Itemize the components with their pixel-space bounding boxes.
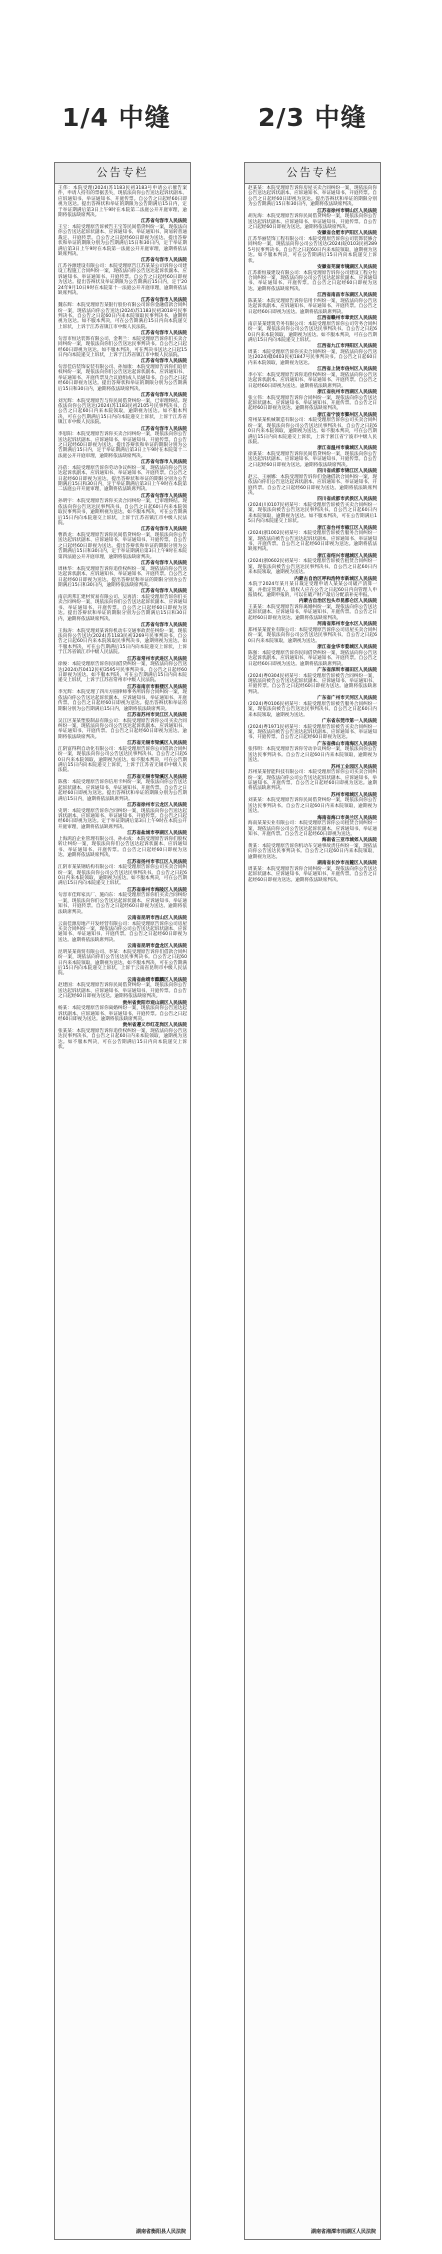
notice-court: 江苏省徐州市铜山区人民法院 <box>317 208 377 214</box>
notice-item <box>58 916 187 943</box>
notice-list <box>245 184 380 883</box>
notice-text: (2024)粤0304民初某号：本院受理原告诉被告合同纠纷一案，现依法向被告公告送达起诉状副本、应诉通知书、举证通知书、开庭传票。自公告之日起经60日即视为送达。逾期将依法缺席判决。 <box>248 673 377 695</box>
notice-item <box>248 231 377 264</box>
notice-text: 江苏华丽装饰工程有限公司：本院受理原告诉你公司装饰装修合同纠纷一案，现依法向你公司公告送达(2024)皖0103民初2895号民事判决书。自公告之日起60日内来本院领取，逾期视为送达。如不服本判决，可在公告期满后15日内向本院递交上诉状。 <box>248 237 377 264</box>
notice-column-right <box>244 162 381 2240</box>
notice-court: 江西省赣州市章贡区人民法院 <box>317 316 377 322</box>
notice-text: 魏东辉：本院受理原告某银行股份有限公司诉你金融借款合同纠纷一案，现依法向你公告送达(2024)苏1183民初3018号民事判决书。自公告之日起60日内来本院领取民事判决书，逾期则视为送达。如不服本判决，可在公告期满后15日内向本院递交上诉状，上诉于江苏省镇江市中级人民法院。 <box>58 303 187 330</box>
notice-text: 曹新龙：本院受理原告诉你民间借贷纠纷一案，现依法向你公告送达起诉状副本、应诉通知书、举证通知书、开庭传票。自公告之日起经60日即视为送达。提出答辩状和举证的期限分别为公告期满后15日和30日内，定于举证期满后第3日上午9时在本院第四法庭公开开庭审理，逾期将依法缺席判决。 <box>58 533 187 560</box>
notice-court: 江苏省苏州市吴江区人民法院 <box>127 713 187 718</box>
notice-court: 贵州省遵义市红花岗区人民法院 <box>122 1023 187 1029</box>
notice-item <box>58 460 187 493</box>
notice-court: 江苏省句容市人民法院 <box>141 219 187 225</box>
notice-court: 内蒙古自治区包头市昆都仑区人民法院 <box>298 599 377 605</box>
notice-court: 内蒙古自治区呼和浩特市新城区人民法院 <box>294 576 377 582</box>
notice-item <box>248 668 377 695</box>
notice-text: 江苏谷源建设有限公司：本院受理原告江苏某某公司诉你公司建设工程施工合同纠纷一案，现依法向你公告送达起诉状副本、应诉通知书、举证通知书、开庭传票。自公告之日起经60日即视为送达。提出答辩状及举证期限为公告期满后15日内，定于2024年9月10日9时在本院第十一法庭公开开庭审理，逾期将依法缺席判决。 <box>58 264 187 297</box>
notice-court: 江苏省南京市鼓楼区人民法院 <box>127 684 187 690</box>
notice-item <box>248 367 377 389</box>
notice-text: 黄某：本院受理原告诉你机动车交通事故责任纠纷一案，现依法向你公告送达民事判决书。自公告之日起60日内来本院领取，逾期视为送达。 <box>248 844 377 860</box>
notice-text: 上海鸿泊企业管理有限公司、孙永成：本院受理原告诉你们股权转让纠纷一案，现依法向你们公告送达起诉状副本、应诉通知书、举证通知书、开庭传票。自公告之日起经60日即视为送达。逾期将依法缺席判决。 <box>58 836 187 859</box>
notice-text: 胡先海：本院受理原告诉你民间借贷纠纷一案，现依法向你公告送达起诉状副本、应诉通知书、举证通知书、开庭传票。自公告之日起经60日即视为送达。逾期将依法缺席判决。 <box>248 214 377 231</box>
notice-text: 昆明某某商贸有限公司、李某：本院受理原告诉你们借款合同纠纷一案，现依法向你们公告送达民事判决书。自公告之日起60日内来本院领取，逾期视为送达。如不服本判决，可在公告期满后15日内向本院递交上诉状，上诉于云南省昆明市中级人民法院。 <box>58 949 187 977</box>
notice-court: 江苏省徐州市云龙区人民法院 <box>127 803 187 809</box>
notice-court: 江苏省句容市人民法院 <box>141 527 187 533</box>
notice-item <box>58 860 187 887</box>
notice-item <box>58 527 187 560</box>
notice-text: 赵建国：本院受理原告诉你民间借贷纠纷一案，现依法向你公告送达起诉状副本、应诉通知书、举证通知书、开庭传票。自公告之日起经60日即视为送达。逾期将依法缺席判决。 <box>58 983 187 1000</box>
notice-item <box>58 775 187 802</box>
notice-text: (2024)浙1002民初某号：本院受理原告诉被告服务合同纠纷一案，现依法向被告公告送达起诉状副本、应诉通知书、举证通知书、开庭传票。自公告之日起经60日即视为送达。逾期将依法缺席判决。 <box>248 531 377 553</box>
notice-item <box>248 719 377 741</box>
notice-text: (2024)粤1971民初某号：本院受理原告诉被告买卖合同纠纷一案，现依法向被告公告送达起诉状副本、应诉通知书、举证通知书、开庭传票。自公告之日起经60日即视为送达。 <box>248 724 377 741</box>
notice-court: 江苏省扬州市邗江区人民法院 <box>127 859 187 865</box>
notice-item <box>248 293 377 315</box>
notice-text: (2024)浙0602民初某号：本院受理原告诉被告租赁合同纠纷一案，现依法向被告公告送达民事判决书。自公告之日起60日内来本院领取，逾期视为送达。 <box>248 559 377 576</box>
notice-item <box>58 589 187 622</box>
notice-text: 陈燕：本院受理原告诉你信用卡纠纷一案，现依法向你公告送达起诉状副本、应诉通知书、举证通知书、开庭传票。自公告之日起经60日即视为送达。提出答辩状和举证的期限分别为公告期满后15日内，逾期将依法缺席判决。 <box>58 780 187 802</box>
notice-text: 徐俊：本院受理原告诉你民间借贷纠纷一案，现依法向你公告送达(2024)苏0412民初3595号民事判决书。自公告之日起经60日即视为送达。如不服本判决，可在公告期满后15日内向本院递交上诉状，上诉于江苏省常州市中级人民法院。 <box>58 662 187 684</box>
notice-item <box>248 497 377 524</box>
notice-item <box>58 258 187 296</box>
notice-text: 杨某：本院受理原告诉你离婚纠纷一案，现依法向你公告送达起诉状副本、应诉通知书、举证通知书、开庭传票。自公告之日起经60日即视为送达。逾期将依法缺席判决。 <box>58 1006 187 1022</box>
notice-text: 陈强：本院受理原告诉你民间借贷纠纷一案，现依法向你公告送达起诉状副本、应诉通知书、举证通知书、开庭传票。自公告之日起经60日即视为送达。逾期将依法缺席判决。 <box>248 650 377 667</box>
notice-court: 浙江省温州市鹿城区人民法院 <box>317 446 377 452</box>
notice-text: 周某某：本院受理原告诉你合同纠纷一案，现依法向你公告送达起诉状副本、应诉通知书、举证通知书、开庭传票。自公告之日起经60日即视为送达。逾期将依法缺席判决。 <box>248 866 377 883</box>
notice-item <box>58 657 187 684</box>
notice-text: 吴江区某某塑胶制品有限公司：本院受理原告诉你公司买卖合同纠纷一案，现依法向你公司公告送达起诉状副本、应诉通知书、举证通知书、开庭传票。自公告之日起经60日即视为送达。逾期将依法缺席判决。 <box>58 718 187 740</box>
notice-item <box>58 494 187 527</box>
notice-court: 江西省九江市浔阳区人民法院 <box>317 344 377 350</box>
notice-item <box>248 838 377 860</box>
notice-item <box>248 413 377 446</box>
notice-text: 句容市恒达装饰有限公司、金利兰：本院受理原告诉你们买卖合同纠纷一案，现依法向你们公告送达民事判决书。自公告之日起经60日即视为送达。如不服本判决，可在判决书送达之日起15日内向本院递交上诉状，上诉于江苏省镇江市中级人民法院。 <box>58 336 187 358</box>
notice-text: 张立伟：本院受理原告诉你合同纠纷一案，现依法向你公告送达起诉状副本、应诉通知书、举证通知书、开庭传票。自公告之日起经60日即视为送达。逾期将依法缺席判决。 <box>248 395 377 412</box>
notice-court: 江苏省盐城市亭湖区人民法院 <box>127 831 187 837</box>
notice-item <box>248 526 377 553</box>
notice-text: 周林华：本院受理原告诉你追偿权纠纷一案，现依法向你公告送达起诉状副本、应诉通知书、举证通知书、开庭传票。自公告之日起经60日即视为送达。提出答辩状和举证的期限分别为公告期满后15日和30日内，逾期将依法缺席判决。 <box>58 566 187 588</box>
notice-court: 浙江省台州市椒江区人民法院 <box>317 525 377 531</box>
notice-court: 湖南省长沙市岳麓区人民法院 <box>317 861 377 867</box>
notice-text: 刘光辉：本院受理原告与你民间借贷纠纷一案，已审理终结。现依法向你公告送达(2024)苏1183民初2105号民事判决书。自公告之日起60日内来本院领取，逾期视为送达。如不服本判决，可在公告期满后15日内向本院递交上诉状，上诉于江苏省镇江市中级人民法院。 <box>58 398 187 426</box>
notice-item <box>248 446 377 468</box>
notice-text: 刘某某：本院受理原告诉你民间借贷纠纷一案，现依法向你公告送达民事判决书。自公告之日起60日内来本院领取，逾期视为送达。 <box>248 798 377 815</box>
notice-text: 江苏新恒晟建设有限公司：本院受理原告诉你公司建设工程分包合同纠纷一案，现依法向你公司公告送达起诉状副本、应诉通知书、举证通知书、开庭传票。自公告之日起经60日即视为送达。逾期将依法缺席判决。 <box>248 270 377 292</box>
notice-item <box>58 359 187 392</box>
notice-item <box>248 816 377 838</box>
notice-text: 孙明宇：本院受理原告诉你买卖合同纠纷一案，已审理终结。现依法向你公告送达民事判决书。自公告之日起60日内来本院领取民事判决书，逾期则视为送达。如不服本判决，可在公告期满后15日内向本院递交上诉状，上诉于江苏省镇江市中级人民法院。 <box>58 499 187 527</box>
notice-item <box>248 344 377 366</box>
column-footer-court: 湖南省湘潭市雨湖区人民法院 <box>310 2229 376 2235</box>
notice-item <box>248 765 377 792</box>
notice-item <box>248 861 377 883</box>
column-title: 公告专栏 <box>55 163 190 184</box>
notice-item <box>58 186 187 218</box>
notice-court: 江苏省句容市人民法院 <box>141 331 187 337</box>
notice-court: 广东省东莞市第一人民法院 <box>321 718 377 724</box>
notice-item <box>248 265 377 292</box>
notice-court: 江苏省句容市人民法院 <box>141 493 187 499</box>
notice-item <box>58 219 187 257</box>
notice-text: 苏州某某智能科技有限公司：本院受理原告诉你公司买卖合同纠纷一案，现依法向你公司公告送达起诉状副本、应诉通知书、举证通知书、开庭传票。自公告之日起经60日即视为送达。逾期将依法缺席判决。 <box>248 770 377 792</box>
notice-text: 句容佳信装饰安装有限公司、孙加康：本院受理原告诉你们追偿权纠纷一案，现依法向你们公告送达起诉状副本、应诉通知书、举证通知书、开庭传票及合议庭组成人员通知书。自公告之日起经60日即视为送达。提出答辩状和举证的期限分别为公告期满后15日和30日内，逾期将依法缺席判决。 <box>58 364 187 392</box>
notice-item <box>58 427 187 460</box>
notice-item <box>58 393 187 426</box>
notice-court: 云南省昆明市盘龙区人民法院 <box>127 944 187 950</box>
notice-item <box>58 803 187 830</box>
notice-item <box>58 1023 187 1050</box>
notice-court: 浙江省金华市婺城区人民法院 <box>317 645 377 651</box>
notice-court: 云南省昆明市西山区人民法院 <box>127 915 187 921</box>
notice-court: 江苏省句容市人民法院 <box>141 426 187 432</box>
notice-text: 郑州某某置业有限公司：本院受理原告诉你公司房屋买卖合同纠纷一案，现依法向你公司公告送达民事判决书。自公告之日起60日内来本院领取，逾期视为送达。 <box>248 627 377 644</box>
notice-court: 浙江省绍兴市越城区人民法院 <box>317 553 377 559</box>
notice-list <box>55 184 190 1051</box>
notice-text: 本院于2024年某月某日裁定受理申请人某某公司破产清算一案，并指定管理人。债权人应在公告之日起60日内向管理人申报债权。逾期申报的，可以在破产财产最后分配前补充申报。 <box>248 582 377 599</box>
notice-court: 江苏省常州市武进区人民法院 <box>127 656 187 662</box>
notice-item <box>248 316 377 343</box>
notice-item <box>248 186 377 208</box>
notice-text: 海南某某实业有限公司：本院受理原告诉你公司租赁合同纠纷一案，现依法向你公司公告送达起诉状副本、应诉通知书、举证通知书、开庭传票。自公告之日起经60日即视为送达。 <box>248 821 377 837</box>
notice-text: 史明：本院受理原告诉你合同纠纷一案，现依法向你公告送达起诉状副本、应诉通知书、举证通知书、开庭传票。自公告之日起经60日即视为送达。定于举证期满后第3日上午9时在本院公开开庭审理，逾期将依法缺席判决。 <box>58 808 187 830</box>
notice-court: 江苏省泰州市海陵区人民法院 <box>127 887 187 893</box>
notice-item <box>58 978 187 1000</box>
notice-text: 赵云、王丽娜：本院受理原告诉你们金融借款合同纠纷一案，现依法向你们公告送达起诉状副本、应诉通知书、举证通知书、开庭传票。自公告之日起经60日即视为送达。逾期将依法缺席判决。 <box>248 474 377 496</box>
notice-court: 河南省郑州市金水区人民法院 <box>317 622 377 628</box>
notice-text: 常州某某机械制造有限公司：本院受理原告诉你公司买卖合同纠纷一案，现依法向你公司公告送达民事判决书。自公告之日起60日内来本院领取，逾期视为送达。如不服本判决，可在公告期满后15日内向本院递交上诉状，上诉于浙江省宁波市中级人民法院。 <box>248 418 377 445</box>
notice-court: 江苏省句容市人民法院 <box>141 460 187 466</box>
notice-court: 江苏省句容市人民法院 <box>141 258 187 264</box>
notice-court: 江苏省句容市人民法院 <box>141 622 187 628</box>
notice-court: 江苏省句容市人民法院 <box>141 589 187 595</box>
notice-court: 苏州工业园区人民法院 <box>331 764 377 770</box>
notice-court: 云南省曲靖市麒麟区人民法院 <box>127 977 187 983</box>
notice-text: 江阴市某某钢结构有限公司：本院受理原告诉你公司买卖合同纠纷一案，现依法向你公司公告送达民事判决书。自公告之日起60日内来本院领取，逾期视为送达。如不服本判决，可在公告期满后15日内向本院递交上诉状。 <box>58 865 187 887</box>
notice-court: 安徽省合肥市庐阳区人民法院 <box>317 231 377 237</box>
notice-text: 周某：本院受理原告诉你买卖合同纠纷一案，现依法向你公告送达(2024)赣0403民初1847号民事判决书。自公告之日起60日内来本院领取，逾期视为送达。 <box>248 349 377 366</box>
notice-court: 江西省南昌市东湖区人民法院 <box>317 293 377 299</box>
notice-text: 王某某：本院受理原告诉你离婚纠纷一案，现依法向你公告送达起诉状副本、应诉通知书、举证通知书、开庭传票。自公告之日起经60日即视为送达。逾期将依法缺席判决。 <box>248 605 377 621</box>
column-footer-court: 湖南省衡阳县人民法院 <box>135 2229 186 2235</box>
notice-text: 南京某某建筑劳务有限公司：本院受理原告诉你公司劳务合同纠纷一案，现依法向你公司公告送达民事判决书。自公告之日起60日内来本院领取，逾期视为送达。如不服本判决，可在公告期满后15日内向本院递交上诉状。 <box>248 321 377 343</box>
notice-item <box>58 623 187 656</box>
notice-text: 王伟：本院受理(2024)苏1183民初3183号申请公示催告案件，申请人持有的票据丢失，现依法向你公告送达起诉状副本、应诉通知书、举证通知书、开庭传票。自公告之日起经60日即视为送达。提出答辩状和举证的期限为公告期满后15日内，定于举证期满后第3日上午9时在本院第二法庭公开开庭审理，逾期将依法缺席判决。 <box>58 186 187 219</box>
notice-item <box>248 622 377 644</box>
notice-court: 江苏省句容市人民法院 <box>141 297 187 303</box>
notice-text: 徐某某：本院受理原告诉你民间借贷纠纷一案，现依法向你公告送达起诉状副本、应诉通知书、举证通知书、开庭传票。自公告之日起经60日即视为送达。逾期将依法缺席判决。 <box>248 451 377 468</box>
notice-text: (2024)川0107民初某号：本院受理原告诉被告买卖合同纠纷一案，现依法向被告公告送达民事判决书。自公告之日起60日内来本院领取，逾期视为送达。如不服本判决，可在公告期满后15日内向本院递交上诉状。 <box>248 503 377 525</box>
notice-item <box>248 696 377 718</box>
column-title: 公告专栏 <box>245 163 380 184</box>
notice-text: 江阴富得利自动化有限公司：本院受理原告诉你公司借款合同纠纷一案，现依法向你公司公告送达民事判决书。自公告之日起60日内来本院领取，逾期视为送达。如不服本判决，可在公告期满后15日内向本院递交上诉状，上诉于江苏省无锡市中级人民法院。 <box>58 746 187 774</box>
notice-item <box>248 469 377 496</box>
notice-text: 南京鸿邦汇建材贸易有限公司、吴再清：本院受理原告诉你们买卖合同纠纷一案，现依法向你们公告送达起诉状副本、应诉通知书、举证通知书、开庭传票。自公告之日起经60日即视为送达。提出答辩状和举证的期限分别为公告期满后15日和30日内，逾期将依法缺席判决。 <box>58 594 187 622</box>
notice-text: 赵某某：本院受理原告诉你房屋买卖合同纠纷一案，现依法向你公告送达起诉状副本、应诉通知书、举证通知书、开庭传票。自公告之日起经60日即视为送达。提出答辩状和举证的期限分别为公告期满后15日和30日内，逾期将依法缺席判决。 <box>248 186 377 208</box>
notice-item <box>58 888 187 915</box>
notice-item <box>248 793 377 815</box>
notice-court: 广东省深圳市福田区人民法院 <box>317 667 377 673</box>
notice-item <box>58 944 187 977</box>
notice-item <box>58 331 187 358</box>
notice-text: 李小军：本院受理原告诉你追偿权纠纷一案，现依法向你公告送达起诉状副本、应诉通知书、举证通知书、开庭传票。自公告之日起经60日即视为送达。逾期将依法缺席判决。 <box>248 372 377 389</box>
notice-court: 广东省佛山市南海区人民法院 <box>317 741 377 747</box>
notice-column-left <box>54 162 191 2240</box>
notice-text: (2024)粤0106民初某号：本院受理原告诉被告服务合同纠纷一案，现依法向被告公告送达民事判决书。自公告之日起60日内来本院领取，逾期视为送达。 <box>248 701 377 718</box>
notice-item <box>248 599 377 621</box>
notice-item <box>58 685 187 712</box>
notice-item <box>248 577 377 599</box>
notice-text: 王海涛：本院受理刘某诉你机动车交通事故责任纠纷一案，现依法向你公告送达(2024)苏1183民初3269号民事判决书。自公告之日起60日内来本院领取民事判决书，逾期则视为送达。如不服本判决，可在公告期满后15日内向本院递交上诉状，上诉于江苏省镇江市中级人民法院。 <box>58 628 187 656</box>
notice-item <box>248 209 377 231</box>
notice-court: 安徽省芜湖市镜湖区人民法院 <box>317 265 377 271</box>
notice-item <box>58 741 187 774</box>
notice-court: 浙江省宁波市鄞州区人民法院 <box>317 412 377 418</box>
notice-court: 贵州省贵阳市观山湖区人民法院 <box>122 1000 187 1006</box>
notice-court: 海南省三亚市城郊人民法院 <box>321 838 377 844</box>
notice-text: 冯蓓：本院受理原告诉你劳动争议纠纷一案，现依法向你公告送达起诉状副本、应诉通知书、举证通知书、开庭传票。自公告之日起经60日即视为送达。提出答辩状和举证的期限分别为公告期满后15日和30日内，定于举证期满后第3日上午9时在本院第二法庭公开开庭审理，逾期将依法缺席判决。 <box>58 465 187 493</box>
notice-text: 云南佳源房地产开发经营有限公司：本院受理原告诉你公司房屋买卖合同纠纷一案，现依法向你公司公告送达起诉状副本、应诉通知书、举证通知书、开庭传票。自公告之日起经60日即视为送达。逾期将依法缺席判决。 <box>58 921 187 943</box>
notice-court: 江苏省句容市人民法院 <box>141 561 187 567</box>
notice-court: 广东省广州市天河区人民法院 <box>317 696 377 702</box>
notice-item <box>58 561 187 588</box>
notice-text: 李思阳：本院受理原告诉你买卖合同纠纷一案，现依法向你公告送达起诉状副本、应诉通知书、举证通知书、开庭传票。自公告之日起经60日即视为送达。提出答辩状和举证的期限分别为公告期满后15日内，定于举证期满后第3日上午9时在本院第十二法庭公开开庭审理，逾期将依法缺席判决。 <box>58 432 187 459</box>
page-label-right: 2/3 中缝 <box>258 103 367 132</box>
notice-court: 浙江省杭州市西湖区人民法院 <box>317 389 377 395</box>
notice-item <box>248 390 377 412</box>
notice-text: 张某某：本院受理原告诉你追偿权纠纷一案，现依法向你公告送达民事判决书。自公告之日起60日内来本院领取，逾期视为送达。如不服本判决，可在公告期满后15日内向本院递交上诉状。 <box>58 1029 187 1051</box>
notice-text: 张伟明：本院受理原告诉你劳动争议纠纷一案，现依法向你公告送达民事判决书。自公告之日起60日内来本院领取，逾期视为送达。 <box>248 747 377 764</box>
notice-court: 江苏省句容市人民法院 <box>141 392 187 398</box>
notice-item <box>58 298 187 331</box>
notice-item <box>248 554 377 576</box>
notice-court: 四川省成都市武侯区人民法院 <box>317 497 377 503</box>
notice-court: 海南省海口市美兰区人民法院 <box>317 815 377 821</box>
notice-court: 江苏省无锡市梁溪区人民法院 <box>127 741 187 747</box>
notice-court: 苏州市相城区人民法院 <box>331 792 377 798</box>
notice-text: 句容市佳辉家具厂、施向东：本院受理原告诉你们买卖合同纠纷一案，现依法向你们公告送达起诉状副本、应诉通知书、举证通知书、开庭传票。自公告之日起经60日即视为送达。逾期将依法缺席判决。 <box>58 893 187 915</box>
notice-item <box>248 645 377 667</box>
notice-court: 四川省成都市锦江区人民法院 <box>317 469 377 475</box>
notice-item <box>248 742 377 764</box>
notice-text: 李光辉：本院受理了四川方圆律师事务所诉你合同纠纷一案，现依法向你公告送达起诉状副本、应诉通知书、举证通知书、开庭传票。自公告之日起经60日即视为送达。提出答辩状和举证的期限分别为公告期满后15日内，逾期将依法缺席判决。 <box>58 690 187 712</box>
notice-court: 江西省上饶市信州区人民法院 <box>317 367 377 373</box>
notice-item <box>58 831 187 858</box>
notice-court: 江苏省句容市人民法院 <box>141 359 187 365</box>
notice-court: 江苏省无锡市梁溪区人民法院 <box>127 774 187 780</box>
notice-item <box>58 1001 187 1023</box>
notice-text: 王宝：本院受理原告诉被告王宝等民间借贷纠纷一案，现依法向你公告送达起诉状副本、应诉通知书、举证通知书、简易转普通裁定、开庭传票。自公告之日起经60日即视为送达。提出答辩状和举证的期限分别为公告期满后15日和30日内，定于举证期满后第3日上午9时在本院第一法庭公开开庭审理，逾期将依法缺席判决。 <box>58 225 187 258</box>
notice-item <box>58 713 187 740</box>
page-label-left: 1/4 中缝 <box>62 103 171 132</box>
notice-text: 陈某某：本院受理原告诉你信用卡纠纷一案，现依法向你公告送达起诉状副本、应诉通知书、举证通知书、开庭传票。自公告之日起经60日即视为送达。逾期将依法缺席判决。 <box>248 298 377 315</box>
